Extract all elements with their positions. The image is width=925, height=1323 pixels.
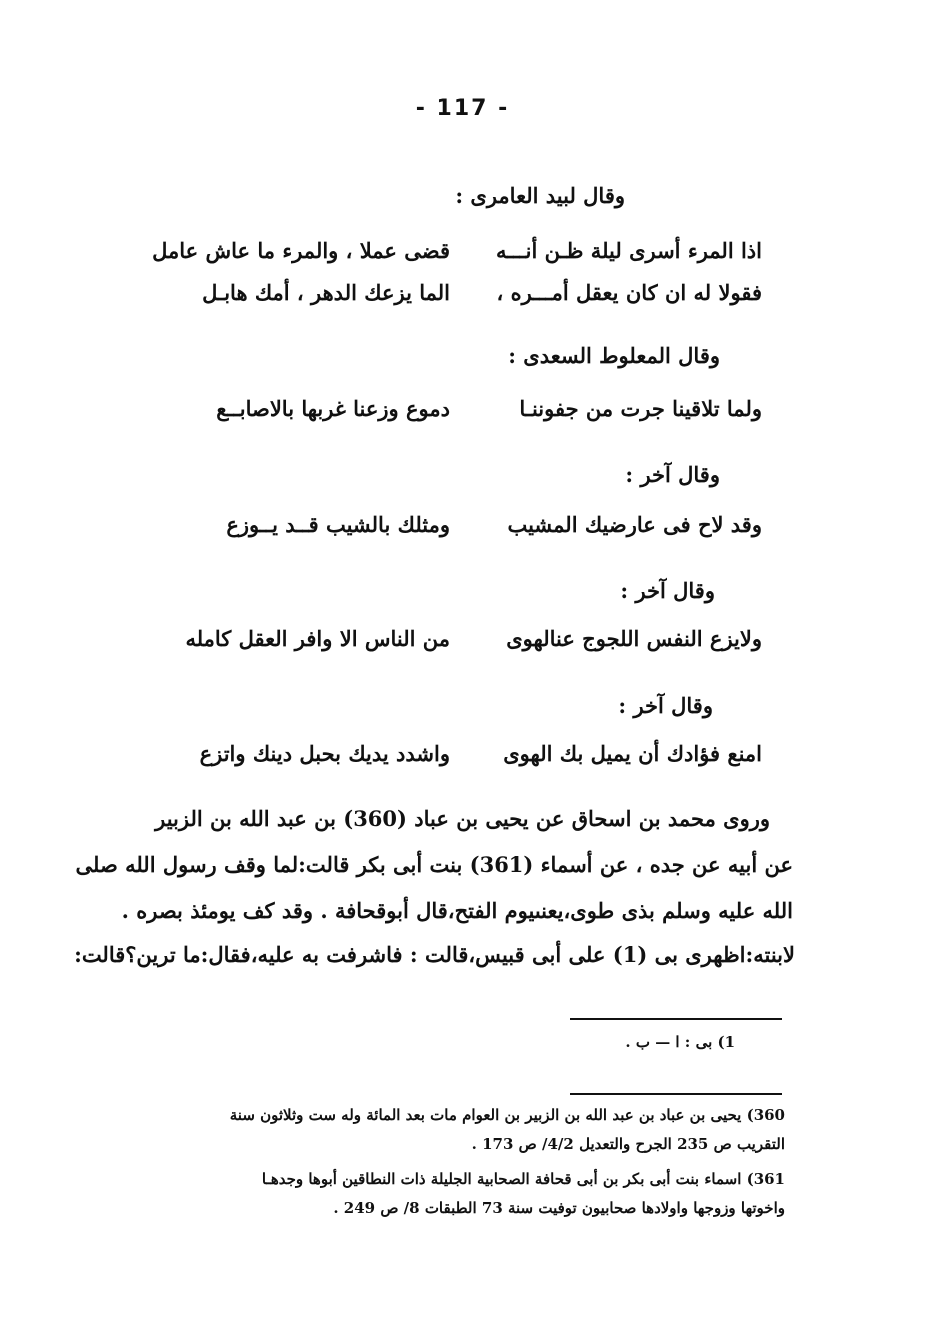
verse-second-hemistich: من الناس الا وافر العقل كامله <box>185 626 450 651</box>
footnote-line: واخوتها وزوجها واولادها صحابيون توفيت سنة 73 الطبقات 8/ ص 249 . <box>333 1199 785 1217</box>
prose-line: الله عليه وسلم بذى طوى،يعنىيوم الفتح،قال أبوقحافة . وقد كف يومئذ بصره . <box>121 898 793 923</box>
verse-first-hemistich: امنع فؤادك أن يميل بك الهوى <box>503 741 762 766</box>
verse-second-hemistich: قضى عملا ، والمرء ما عاش عامل <box>152 238 450 263</box>
poem-intro: وقال آخر : <box>620 578 715 603</box>
verse-line <box>130 512 790 548</box>
verse-line <box>130 280 790 316</box>
footnote-line: التقريب ص 235 الجرح والتعديل 4/2/ ص 173 . <box>471 1135 785 1153</box>
verse-second-hemistich: دموع وزعنا غربها بالاصابــع <box>216 396 450 421</box>
verse-second-hemistich: واشدد يديك بحبل دينك واتزع <box>199 741 450 766</box>
verse-first-hemistich: اذا المرء أسرى ليلة ظـن أنـــه <box>495 238 762 263</box>
verse-first-hemistich: فقولا له ان كان يعقل أمـــره ، <box>496 280 762 305</box>
poem-intro: وقال آخر : <box>625 462 720 487</box>
verse-line <box>130 396 790 432</box>
page-number: - 117 - <box>415 96 510 121</box>
textual-footnote: 1) بى : ا — ب . <box>625 1033 735 1051</box>
verse-first-hemistich: ولما تلاقينا جرت من جفوننـا <box>519 396 762 421</box>
poem-intro: وقال المعلوط السعدى : <box>508 343 720 368</box>
prose-line: لابنته:اظهرى بى (1) على أبى قبيس،قالت : فاشرفت به عليه،فقال:ما ترين؟قالت: <box>74 942 795 967</box>
verse-line <box>130 238 790 274</box>
poem-intro: وقال لبيد العامرى : <box>455 183 625 208</box>
verse-first-hemistich: وقد لاح فى عارضيك المشيب <box>507 512 762 537</box>
verse-first-hemistich: ولايزع النفس اللجوج عنالهوى <box>506 626 762 651</box>
poem-intro: وقال آخر : <box>618 693 713 718</box>
verse-second-hemistich: الما يزعك الدهر ، أمك هابـل <box>202 280 450 305</box>
prose-line: وروى محمد بن اسحاق عن يحيى بن عباد (360) بن عبد الله بن الزبير <box>155 806 770 831</box>
prose-line: عن أبيه عن جده ، عن أسماء (361) بنت أبى بكر قالت:لما وقف رسول الله صلى <box>75 852 793 877</box>
footnote-line: 361) اسماء بنت أبى بكر بن أبى قحافة الصحابية الجليلة ذات النطاقين أبوها وجدهـا <box>261 1170 785 1188</box>
verse-second-hemistich: ومثلك بالشيب قــد يــوزع <box>226 512 450 537</box>
verse-line <box>130 741 790 777</box>
verse-line <box>130 626 790 662</box>
footnote-separator <box>570 1018 782 1020</box>
footnote-separator <box>570 1093 782 1095</box>
footnote-line: 360) يحيى بن عباد بن عبد الله بن الزبير بن العوام مات بعد المائة وله ست وثلاثون سنة <box>229 1106 785 1124</box>
